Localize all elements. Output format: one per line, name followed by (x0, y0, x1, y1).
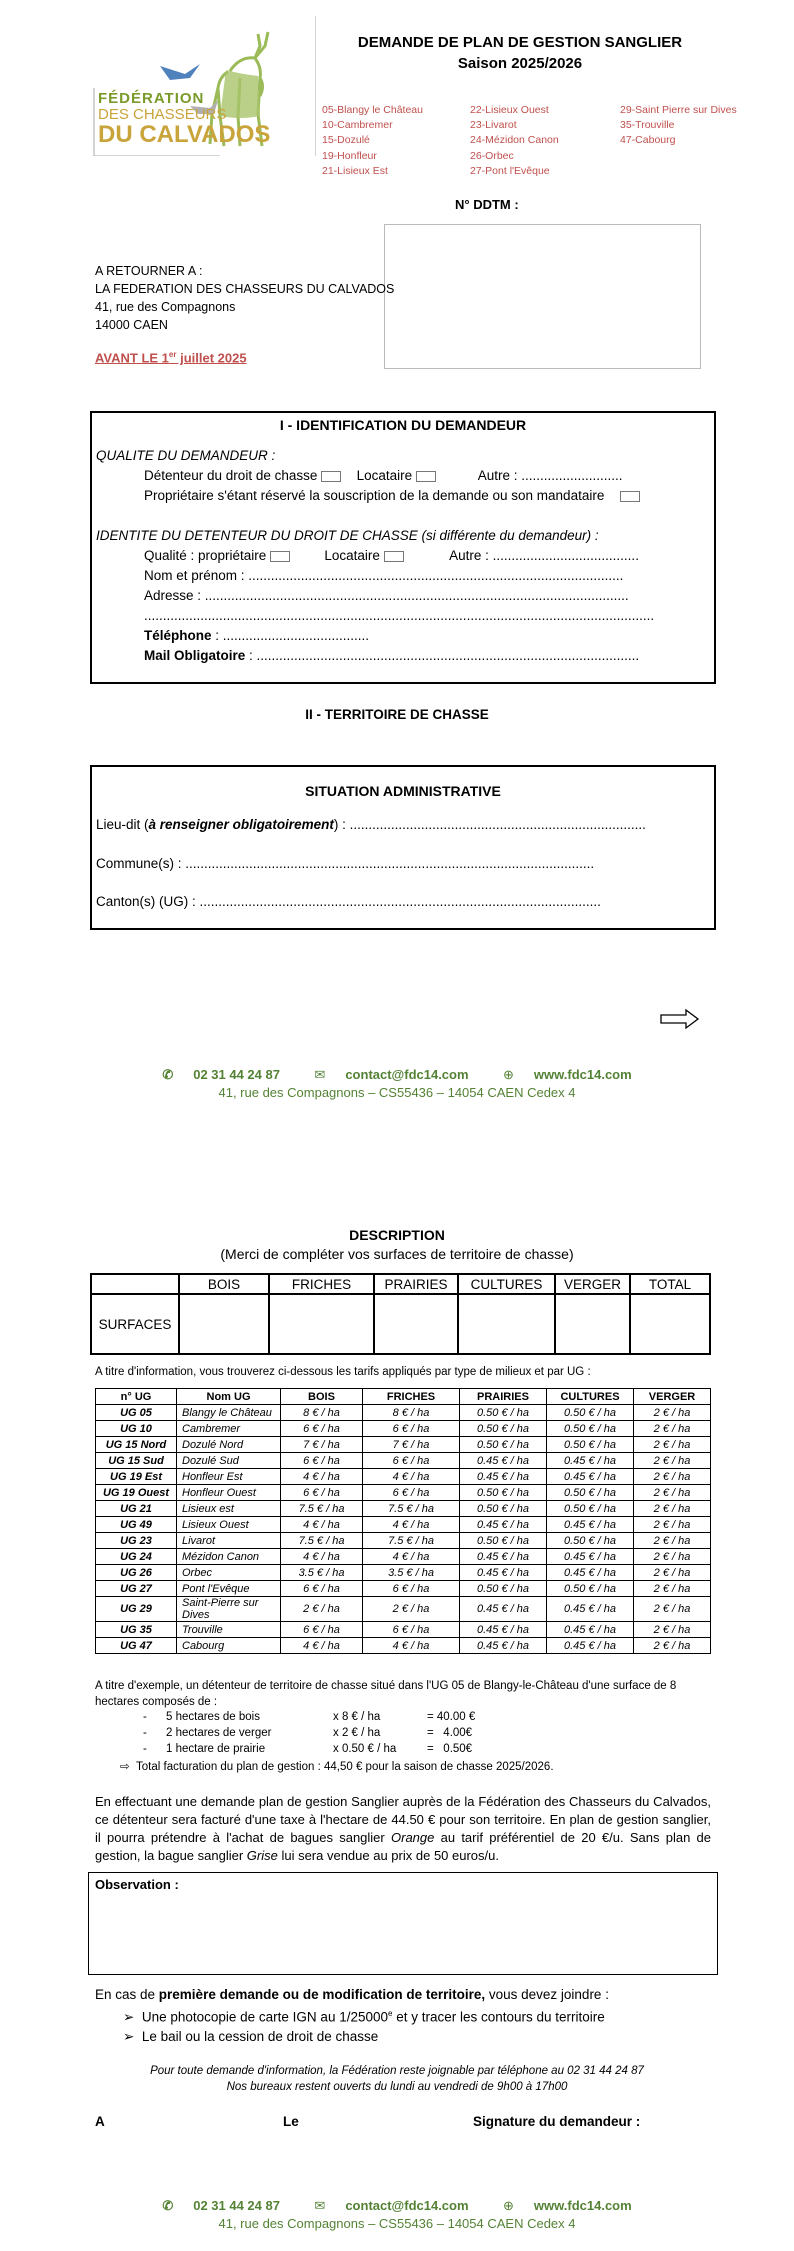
rate-cell: 4 € / ha (281, 1469, 363, 1485)
section-title: SITUATION ADMINISTRATIVE (305, 783, 501, 799)
nom-field[interactable]: Nom et prénom : .................................................................................................... (144, 568, 624, 583)
doc-title: DEMANDE DE PLAN DE GESTION SANGLIER (357, 34, 683, 51)
rate-cell: 2 € / ha (634, 1565, 711, 1581)
rate-cell: 8 € / ha (363, 1405, 460, 1421)
example-item: 1 hectare de prairie (166, 1743, 266, 1755)
table-header-row (96, 1389, 711, 1405)
ug-cell: UG 05 (96, 1405, 177, 1421)
ug-cell: UG 10 (96, 1421, 177, 1437)
ug-cell: UG 21 (96, 1501, 177, 1517)
return-address (95, 262, 394, 334)
situation-admin-section (90, 765, 716, 930)
ug-cell: UG 19 Est (96, 1469, 177, 1485)
rate-cell: 0.50 € / ha (460, 1405, 547, 1421)
ug-name-cell: Trouville (177, 1622, 281, 1638)
doc-subtitle: Saison 2025/2026 (457, 55, 583, 72)
autre2-field[interactable]: Autre : ....................................... (449, 548, 639, 563)
rate-cell: 4 € / ha (363, 1549, 460, 1565)
proprietaire2-checkbox[interactable] (270, 551, 290, 562)
footer-web[interactable]: www.fdc14.com (533, 1067, 632, 1082)
ug-name-cell: Honfleur Ouest (177, 1485, 281, 1501)
address-line: LA FEDERATION DES CHASSEURS DU CALVADOS (95, 282, 395, 296)
footer-address: 41, rue des Compagnons – CS55436 – 14054 CAEN Cedex 4 (218, 2216, 576, 2231)
example-item: 2 hectares de verger (166, 1727, 272, 1739)
proprietaire-row: Propriétaire s'étant réservé la souscription de la demande ou son mandataire (144, 488, 644, 503)
ug-item: 10-Cambremer (322, 119, 393, 132)
identification-section (90, 411, 716, 684)
rate-cell: 7.5 € / ha (363, 1533, 460, 1549)
lieudit-field[interactable]: Lieu-dit (à renseigner obligatoirement) : ............................................................................... (96, 817, 646, 832)
friches-input[interactable] (269, 1294, 374, 1354)
table-header: BOIS (179, 1274, 269, 1294)
rate-cell: 0.50 € / ha (547, 1485, 634, 1501)
rate-cell: 0.45 € / ha (460, 1517, 547, 1533)
deadline: AVANT LE 1er juillet 2025 (95, 350, 247, 366)
rate-cell: 0.50 € / ha (547, 1501, 634, 1517)
ug-item: 15-Dozulé (322, 134, 370, 147)
rate-cell: 0.50 € / ha (460, 1421, 547, 1437)
table-row (96, 1597, 711, 1622)
ug-cell: UG 49 (96, 1517, 177, 1533)
rate-cell: 7.5 € / ha (363, 1501, 460, 1517)
commune-field[interactable]: Commune(s) : ............................................................................................................. (96, 856, 595, 871)
table-header: VERGER (555, 1274, 630, 1294)
rate-cell: 4 € / ha (281, 1638, 363, 1654)
example-amount: = 0.50€ (427, 1743, 473, 1755)
table-header: PRAIRIES (460, 1389, 547, 1405)
identite-title: IDENTITE DU DETENTEUR DU DROIT DE CHASSE (si différente du demandeur) : (96, 528, 599, 543)
table-header: FRICHES (269, 1274, 374, 1294)
table-header (91, 1274, 179, 1294)
rate-cell: 2 € / ha (634, 1437, 711, 1453)
ug-item: 23-Livarot (470, 119, 517, 132)
rate-cell: 2 € / ha (634, 1622, 711, 1638)
verger-input[interactable] (555, 1294, 630, 1354)
bois-input[interactable] (179, 1294, 269, 1354)
example-line-1: - (143, 1711, 147, 1723)
footer-email[interactable]: contact@fdc14.com (345, 2198, 469, 2213)
ug-name-cell: Lisieux Ouest (177, 1517, 281, 1533)
ug-name-cell: Pont l'Evêque (177, 1581, 281, 1597)
rate-cell: 2 € / ha (634, 1469, 711, 1485)
description-heading (25, 1226, 769, 1264)
ug-name-cell: Honfleur Est (177, 1469, 281, 1485)
ug-cell: UG 23 (96, 1533, 177, 1549)
rate-cell: 6 € / ha (363, 1622, 460, 1638)
ug-item: 05-Blangy le Château (322, 104, 423, 116)
footer-phone: 02 31 44 24 87 (193, 1067, 280, 1082)
rate-cell: 2 € / ha (634, 1581, 711, 1597)
rate-cell: 6 € / ha (363, 1581, 460, 1597)
ug-item: 26-Orbec (470, 149, 514, 162)
rate-cell: 0.45 € / ha (460, 1622, 547, 1638)
footer-phone: 02 31 44 24 87 (193, 2198, 280, 2213)
mail-icon: ✉ (314, 2198, 326, 2213)
table-row (96, 1405, 711, 1421)
rate-cell: 0.45 € / ha (547, 1469, 634, 1485)
rate-cell: 6 € / ha (281, 1421, 363, 1437)
description-title: DESCRIPTION (349, 1227, 445, 1243)
ug-name-cell: Mézidon Canon (177, 1549, 281, 1565)
rate-cell: 0.45 € / ha (547, 1453, 634, 1469)
canton-field[interactable]: Canton(s) (UG) : ........................................................................................................... (96, 894, 601, 909)
ug-name-cell: Cabourg (177, 1638, 281, 1654)
rate-cell: 4 € / ha (363, 1469, 460, 1485)
ug-item: 47-Cabourg (620, 134, 676, 147)
rate-cell: 4 € / ha (281, 1517, 363, 1533)
table-header: Nom UG (177, 1389, 281, 1405)
ddtm-label: N° DDTM : (455, 197, 519, 212)
rate-cell: 6 € / ha (281, 1485, 363, 1501)
rate-cell: 2 € / ha (634, 1501, 711, 1517)
rate-cell: 2 € / ha (634, 1597, 711, 1622)
ug-name-cell: Blangy le Château (177, 1405, 281, 1421)
table-row (96, 1469, 711, 1485)
rate-cell: 6 € / ha (281, 1581, 363, 1597)
rate-cell: 4 € / ha (363, 1638, 460, 1654)
footer-web[interactable]: www.fdc14.com (533, 2198, 632, 2213)
address-line: 14000 CAEN (95, 318, 168, 332)
rate-cell: 0.50 € / ha (460, 1533, 547, 1549)
rate-cell: 2 € / ha (634, 1638, 711, 1654)
table-header: n° UG (96, 1389, 177, 1405)
table-row (96, 1501, 711, 1517)
rate-cell: 2 € / ha (634, 1485, 711, 1501)
rate-cell: 0.50 € / ha (547, 1581, 634, 1597)
rate-cell: 6 € / ha (281, 1622, 363, 1638)
example-rate: x 8 € / ha (333, 1711, 381, 1723)
table-header: CULTURES (458, 1274, 555, 1294)
table-header: CULTURES (547, 1389, 634, 1405)
rate-cell: 0.45 € / ha (460, 1597, 547, 1622)
description-subtitle: (Merci de compléter vos surfaces de territoire de chasse) (220, 1246, 574, 1262)
contact-line: Pour toute demande d'information, la Fédération reste joignable par téléphone au 02 31 44 24 87 (150, 2065, 644, 2077)
list-item: ➢ Une photocopie de carte IGN au 1/25000e et y tracer les contours du territoire (123, 2009, 605, 2025)
qualite-row: Détenteur du droit de chasse Locataire Autre : ........................... (144, 468, 623, 483)
ug-list-1 (322, 103, 423, 179)
qualite-title: QUALITE DU DEMANDEUR : (96, 448, 276, 463)
table-row (96, 1565, 711, 1581)
table-row (96, 1549, 711, 1565)
table-row (96, 1533, 711, 1549)
rate-cell: 2 € / ha (363, 1597, 460, 1622)
rate-cell: 0.45 € / ha (547, 1622, 634, 1638)
ug-item: 22-Lisieux Ouest (470, 104, 549, 116)
logo (90, 16, 316, 156)
surfaces-label: SURFACES (91, 1294, 179, 1354)
signature-date: Le (283, 2114, 299, 2129)
footer (0, 1067, 794, 1100)
ug-cell: UG 24 (96, 1549, 177, 1565)
rate-cell: 8 € / ha (281, 1405, 363, 1421)
phone-icon: ✆ (162, 1067, 174, 1082)
rate-cell: 0.45 € / ha (460, 1453, 547, 1469)
table-header: TOTAL (630, 1274, 710, 1294)
rate-cell: 2 € / ha (634, 1421, 711, 1437)
rate-cell: 7.5 € / ha (281, 1533, 363, 1549)
table-header: BOIS (281, 1389, 363, 1405)
ug-cell: UG 15 Nord (96, 1437, 177, 1453)
mail-field[interactable]: Mail Obligatoire : ...................................................................................................... (144, 648, 640, 663)
signature-label: Signature du demandeur : (473, 2114, 641, 2129)
example-intro: A titre d'exemple, un détenteur de territoire de chasse situé dans l'UG 05 de Blangy-le-Château d'une surface de 8 hectares composés de : (95, 1680, 677, 1708)
prairies-input[interactable] (374, 1294, 458, 1354)
rate-cell: 6 € / ha (363, 1453, 460, 1469)
table-row (96, 1485, 711, 1501)
adresse-field[interactable]: Adresse : ................................................................................................................. (144, 588, 629, 603)
ug-item: 19-Honfleur (322, 149, 377, 162)
rate-cell: 0.50 € / ha (547, 1421, 634, 1437)
autre-field[interactable]: Autre : ........................... (477, 468, 623, 483)
example-line-3: - (143, 1743, 147, 1755)
mail-icon: ✉ (314, 1067, 326, 1082)
cultures-input[interactable] (458, 1294, 555, 1354)
table-row (96, 1421, 711, 1437)
ug-name-cell: Saint-Pierre sur Dives (177, 1597, 281, 1622)
rate-cell: 0.45 € / ha (460, 1565, 547, 1581)
locataire-checkbox[interactable] (416, 471, 436, 482)
table-row (96, 1638, 711, 1654)
ug-name-cell: Dozulé Sud (177, 1453, 281, 1469)
ug-name-cell: Lisieux est (177, 1501, 281, 1517)
ug-cell: UG 19 Ouest (96, 1485, 177, 1501)
ug-name-cell: Livarot (177, 1533, 281, 1549)
phone-icon: ✆ (162, 2198, 174, 2213)
footer-address: 41, rue des Compagnons – CS55436 – 14054 CAEN Cedex 4 (218, 1085, 576, 1100)
ug-cell: UG 15 Sud (96, 1453, 177, 1469)
table-row (96, 1622, 711, 1638)
adresse2-field[interactable]: ........................................................................................................................................ (144, 608, 655, 623)
rate-cell: 0.50 € / ha (460, 1501, 547, 1517)
logo-text-1: FÉDÉRATION (98, 90, 205, 107)
rate-cell: 0.50 € / ha (547, 1533, 634, 1549)
telephone-field[interactable]: Téléphone : ....................................... (144, 628, 370, 643)
contact-line: Nos bureaux restent ouverts du lundi au vendredi de 9h00 à 17h00 (226, 2081, 568, 2093)
rate-cell: 7 € / ha (363, 1437, 460, 1453)
table-row (96, 1517, 711, 1533)
rate-cell: 0.50 € / ha (460, 1485, 547, 1501)
table-row (96, 1453, 711, 1469)
rate-cell: 0.45 € / ha (547, 1638, 634, 1654)
ug-cell: UG 26 (96, 1565, 177, 1581)
example-rate: x 2 € / ha (333, 1727, 381, 1739)
list-item: ➢ Le bail ou la cession de droit de chasse (123, 2028, 379, 2044)
rate-cell: 2 € / ha (634, 1549, 711, 1565)
rate-cell: 2 € / ha (634, 1405, 711, 1421)
next-page-arrow-icon (660, 1008, 700, 1030)
observation-label: Observation : (95, 1877, 179, 1892)
ug-cell: UG 29 (96, 1597, 177, 1622)
arrow-bullet-icon: ➢ (123, 2009, 135, 2025)
globe-icon: ⊕ (503, 2198, 514, 2213)
example-rate: x 0.50 € / ha (333, 1743, 397, 1755)
logo-text-3: DU CALVADOS (98, 121, 271, 148)
rate-cell: 0.45 € / ha (547, 1549, 634, 1565)
rate-cell: 2 € / ha (281, 1597, 363, 1622)
first-request: En cas de première demande ou de modification de territoire, vous devez joindre : ➢ Une photocopie de carte IGN au 1/25000e et y tracer les contours du territoire ➢ Le bail ou la cession de droit de chasse (95, 1987, 609, 2044)
table-row (96, 1581, 711, 1597)
surfaces-table (90, 1273, 711, 1355)
table-row (96, 1437, 711, 1453)
rate-cell: 0.45 € / ha (547, 1517, 634, 1533)
rate-cell: 0.50 € / ha (460, 1437, 547, 1453)
rate-cell: 0.45 € / ha (460, 1549, 547, 1565)
address-line: 41, rue des Compagnons (95, 300, 236, 314)
detenteur-checkbox[interactable] (321, 471, 341, 482)
rate-cell: 2 € / ha (634, 1533, 711, 1549)
rate-cell: 6 € / ha (281, 1453, 363, 1469)
section-title: I - IDENTIFICATION DU DEMANDEUR (279, 417, 527, 433)
ug-cell: UG 47 (96, 1638, 177, 1654)
table-header: PRAIRIES (374, 1274, 458, 1294)
ug-item: 27-Pont l'Evêque (470, 164, 550, 177)
ug-name-cell: Orbec (177, 1565, 281, 1581)
table-header: VERGER (634, 1389, 711, 1405)
example-item: 5 hectares de bois (166, 1711, 260, 1723)
rate-cell: 0.50 € / ha (547, 1437, 634, 1453)
footer-email[interactable]: contact@fdc14.com (345, 1067, 469, 1082)
locataire2-checkbox[interactable] (384, 551, 404, 562)
example-total: ⇨ Total facturation du plan de gestion : 44,50 € pour la saison de chasse 2025/2026. (120, 1761, 554, 1773)
signature-place: A (95, 2114, 105, 2129)
total-input[interactable] (630, 1294, 710, 1354)
footer (0, 2198, 794, 2231)
ddtm-field[interactable] (384, 224, 701, 369)
ug-item: 21-Lisieux Est (322, 164, 388, 177)
rate-cell: 0.45 € / ha (547, 1565, 634, 1581)
rate-cell: 0.50 € / ha (460, 1581, 547, 1597)
ug-cell: UG 35 (96, 1622, 177, 1638)
globe-icon: ⊕ (503, 1067, 514, 1082)
arrow-right-icon: ⇨ (120, 1761, 130, 1773)
ug-list-3 (620, 103, 737, 149)
rate-cell: 6 € / ha (363, 1485, 460, 1501)
rate-cell: 3.5 € / ha (281, 1565, 363, 1581)
ug-item: 35-Trouville (620, 119, 675, 132)
rate-cell: 0.50 € / ha (547, 1405, 634, 1421)
example-line-2: - (143, 1727, 147, 1739)
tarifs-table (95, 1388, 711, 1654)
observation-field[interactable] (88, 1872, 718, 1975)
rate-cell: 4 € / ha (363, 1517, 460, 1533)
rate-cell: 3.5 € / ha (363, 1565, 460, 1581)
rate-cell: 7.5 € / ha (281, 1501, 363, 1517)
ug-item: 24-Mézidon Canon (470, 134, 559, 147)
rate-cell: 7 € / ha (281, 1437, 363, 1453)
logo-text-2: DES CHASSEURS (98, 106, 227, 123)
ug-list-2 (470, 103, 559, 179)
proprietaire-checkbox[interactable] (620, 491, 640, 502)
example-amount: = 4.00€ (427, 1727, 473, 1739)
table-header: FRICHES (363, 1389, 460, 1405)
rate-cell: 0.45 € / ha (460, 1469, 547, 1485)
pricing-paragraph: En effectuant une demande plan de gestion Sanglier auprès de la Fédération des Chasseurs du Calvados, ce détenteur sera facturé d'une taxe à l'hectare de 44.50 € pour son territoire. En plan de gestion sanglier, il pourra prétendre à l'achat de bagues sanglier Orange au tarif préférentiel de 20 €/u. Sans plan de gestion, la bague sanglier Grise lui sera vendue au prix de 50 euros/u. (95, 1794, 712, 1863)
arrow-bullet-icon: ➢ (123, 2028, 135, 2044)
address-line: A RETOURNER A : (95, 264, 203, 278)
rate-cell: 2 € / ha (634, 1453, 711, 1469)
territoire-title: II - TERRITOIRE DE CHASSE (305, 707, 489, 722)
rate-cell: 2 € / ha (634, 1517, 711, 1533)
ug-item: 29-Saint Pierre sur Dives (620, 104, 737, 116)
ug-cell: UG 27 (96, 1581, 177, 1597)
contact-note (25, 2063, 769, 2095)
rate-cell: 4 € / ha (281, 1549, 363, 1565)
tarifs-info: A titre d'information, vous trouverez ci-dessous les tarifs appliqués par type de milieux et par UG : (95, 1366, 591, 1378)
ug-name-cell: Dozulé Nord (177, 1437, 281, 1453)
ug-name-cell: Cambremer (177, 1421, 281, 1437)
qualite-detenteur-row: Qualité : propriétaire Locataire Autre : ....................................... (144, 548, 639, 563)
example-amount: = 40.00 € (427, 1711, 476, 1723)
rate-cell: 0.45 € / ha (547, 1597, 634, 1622)
rate-cell: 6 € / ha (363, 1421, 460, 1437)
rate-cell: 0.45 € / ha (460, 1638, 547, 1654)
